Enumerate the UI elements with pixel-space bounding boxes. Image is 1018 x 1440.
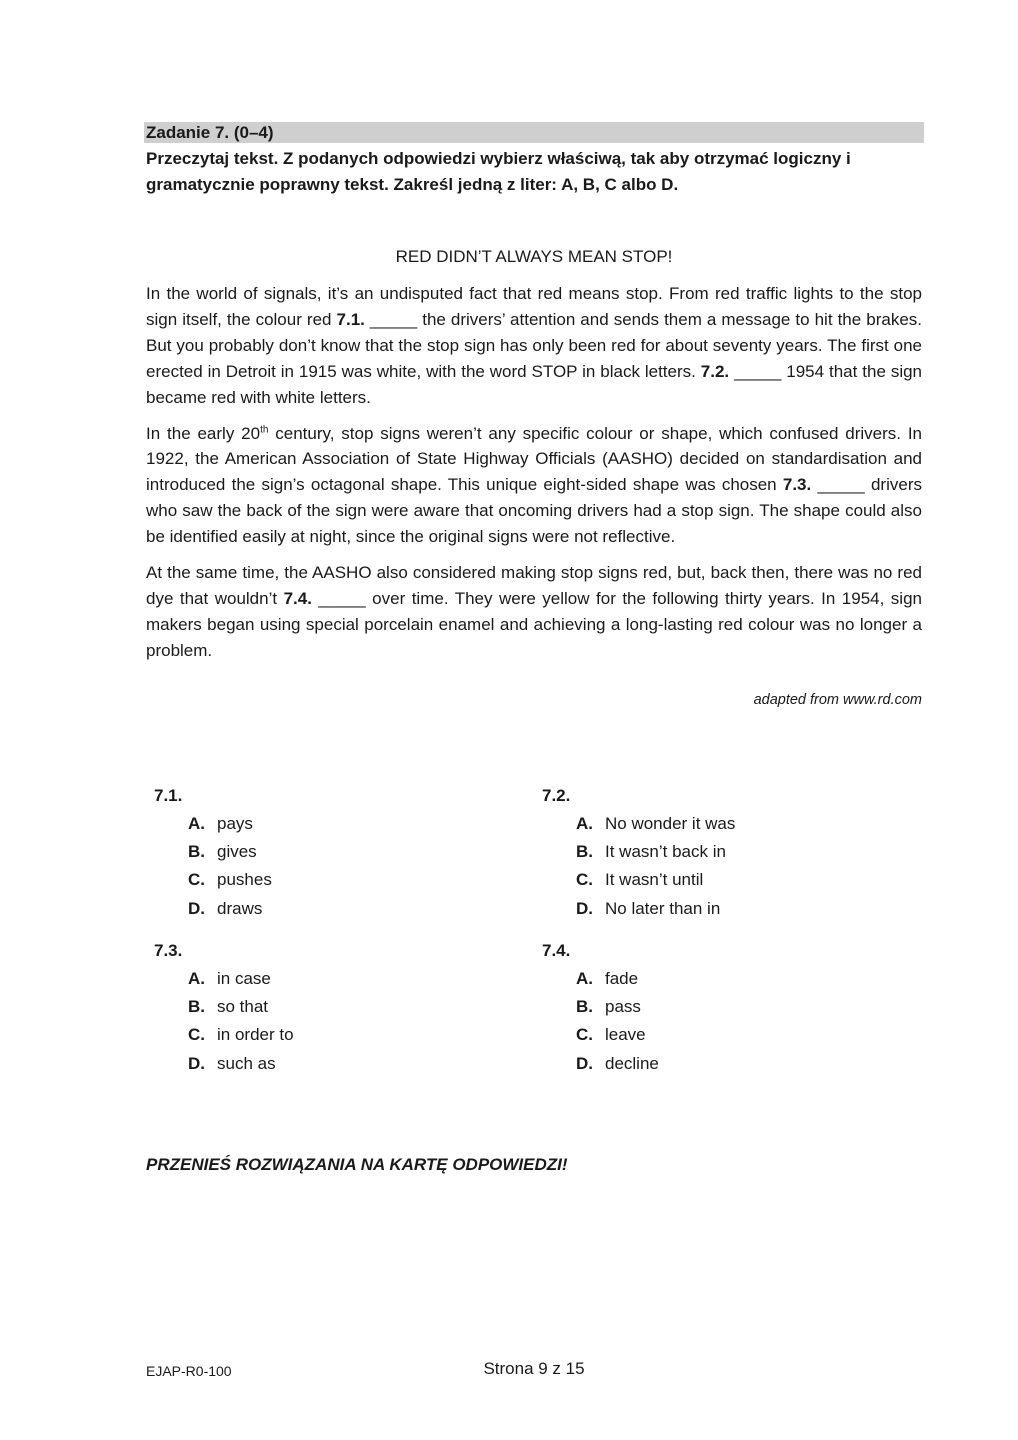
option-d[interactable]: D. draws <box>188 898 263 918</box>
option-a[interactable]: A. in case <box>188 969 271 988</box>
gap-label-7-2: 7.2. <box>700 361 730 381</box>
gap-blank-7-3: _____ <box>817 475 865 495</box>
article-source: adapted from www.rd.com <box>753 692 922 708</box>
option-c[interactable]: C. in order to <box>188 1025 294 1045</box>
option-c[interactable]: C. It wasn’t until <box>576 870 704 890</box>
question-number: 7.1. <box>154 786 183 805</box>
question-number: 7.2. <box>542 786 571 805</box>
question-7-1 <box>154 782 454 923</box>
task-instruction: Przeczytaj tekst. Z podanych odpowiedzi wybierz właściwą, tak aby otrzymać logiczny i gramatycznie poprawny tekst. Zakreśl jedną z liter: A, B, C albo D. <box>146 149 851 194</box>
gap-blank-7-2: _____ <box>734 361 782 381</box>
task-header: Zadanie 7. (0–4) <box>144 122 924 143</box>
option-d[interactable]: D. No later than in <box>576 898 721 918</box>
question-number: 7.3. <box>154 941 183 960</box>
option-b[interactable]: B. It wasn’t back in <box>576 842 726 862</box>
option-b[interactable]: B. pass <box>576 997 641 1017</box>
question-7-4 <box>542 937 902 1078</box>
gap-label-7-1: 7.1. <box>336 309 365 329</box>
article-paragraph-1: In the world of signals, it’s an undisputed fact that red means stop. From red traffic lights to the stop sign itself, the colour red 7.1. _____ the drivers’ attention and sends them a message to hit the brakes. But you probably don’t know that the stop sign has only been red for about seventy years. The first one erected in Detroit in 1915 was white, with the word STOP in black letters. 7.2. _____ 1954 that the sign became red with white letters. <box>146 284 923 407</box>
option-b[interactable]: B. so that <box>188 997 269 1017</box>
question-7-3 <box>154 937 454 1078</box>
article-text <box>146 281 922 674</box>
gap-label-7-3: 7.3. <box>782 475 812 495</box>
gap-label-7-4: 7.4. <box>283 588 312 608</box>
question-number: 7.4. <box>542 941 571 960</box>
option-b[interactable]: B. gives <box>188 842 257 862</box>
option-a[interactable]: A. fade <box>576 969 639 988</box>
article-paragraph-2: In the early 20th century, stop signs weren’t any specific colour or shape, which confused drivers. In 1922, the American Association of State Highway Officials (AASHO) decided on standardisation and introduced the sign’s octagonal shape. This unique eight-sided shape was chosen 7.3. _____ drivers who saw the back of the sign were aware that oncoming drivers had a stop sign. The shape could also be identified easily at night, since the original signs were not reflective. <box>146 423 922 547</box>
footer-page-number: Strona 9 z 15 <box>483 1359 585 1378</box>
gap-blank-7-4: _____ <box>318 588 366 608</box>
transfer-answers-note: PRZENIEŚ ROZWIĄZANIA NA KARTĘ ODPOWIEDZI! <box>146 1155 568 1174</box>
option-c[interactable]: C. pushes <box>188 870 272 890</box>
question-7-2 <box>542 782 902 923</box>
option-a[interactable]: A. pays <box>188 814 253 833</box>
footer-exam-code: EJAP-R0-100 <box>146 1363 232 1379</box>
option-d[interactable]: D. decline <box>576 1053 659 1073</box>
option-a[interactable]: A. No wonder it was <box>576 814 736 833</box>
option-c[interactable]: C. leave <box>576 1025 646 1045</box>
article-paragraph-3: At the same time, the AASHO also considered making stop signs red, but, back then, there was no red dye that wouldn’t 7.4. _____ over time. They were yellow for the following thirty years. In 1954, sign makers began using special porcelain enamel and achieving a long-lasting red colour was no longer a problem. <box>146 563 922 660</box>
option-d[interactable]: D. such as <box>188 1053 276 1073</box>
gap-blank-7-1: _____ <box>369 309 418 329</box>
article-title: RED DIDN’T ALWAYS MEAN STOP! <box>395 247 673 266</box>
